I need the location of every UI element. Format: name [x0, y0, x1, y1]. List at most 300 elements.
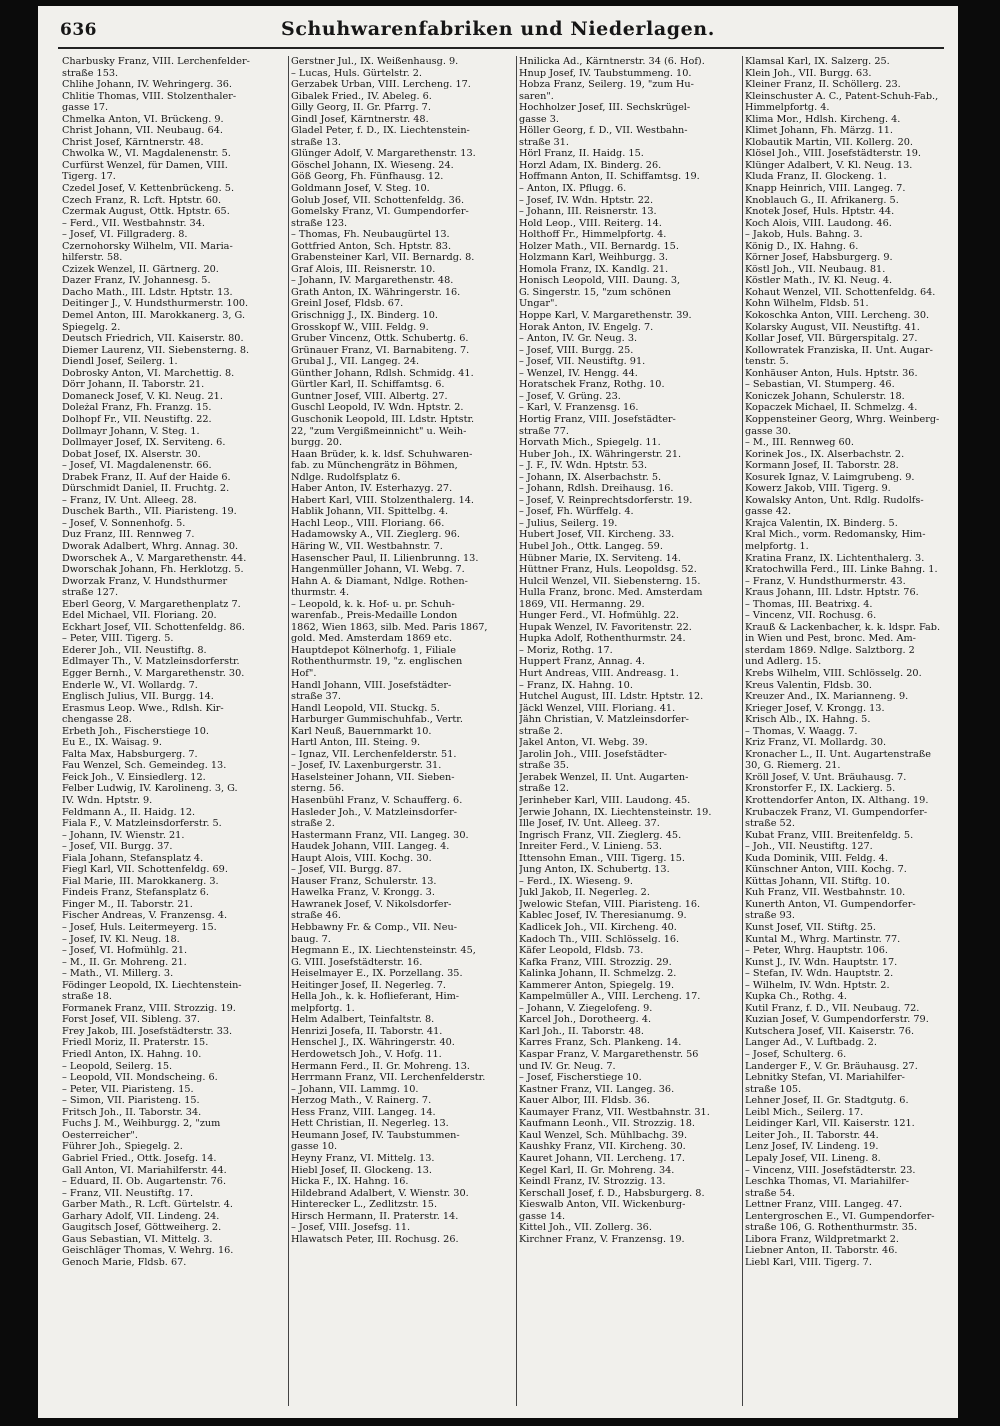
- directory-entry: Hubel Joh., Ottk. Langeg. 59.: [519, 540, 663, 552]
- directory-entry: Ndlge. Rudolfsplatz 6.: [291, 471, 401, 483]
- directory-entry: Henrizi Josefa, II. Taborstr. 41.: [291, 1025, 443, 1037]
- directory-entry: Leidinger Karl, VII. Kaiserstr. 121.: [745, 1118, 915, 1130]
- directory-entry: Dobrosky Anton, VI. Marchettig. 8.: [62, 367, 235, 379]
- directory-entry: Hella Joh., k. k. Hoflieferant, Him-: [291, 991, 460, 1003]
- directory-entry: thurmstr. 4.: [291, 587, 350, 599]
- directory-entry: Kaushky Franz, VII. Kircheng. 30.: [519, 1141, 686, 1153]
- directory-entry: Haber Anton, IV. Esterhazyg. 27.: [291, 483, 453, 495]
- directory-entry: Kaumayer Franz, VII. Westbahnstr. 31.: [519, 1106, 710, 1118]
- directory-entry: Hett Christian, II. Negerleg. 13.: [291, 1118, 449, 1130]
- directory-entry: Gall Anton, VI. Mariahilferstr. 44.: [62, 1164, 227, 1176]
- directory-entry: straße 77.: [519, 425, 569, 437]
- directory-entry: Chlihe Johann, IV. Wehringerg. 36.: [62, 79, 232, 91]
- directory-column-3: [519, 56, 742, 1412]
- directory-entry: Hortig Franz, VIII. Josefstädter-: [519, 413, 676, 425]
- directory-entry: Heyny Franz, VI. Mittelg. 13.: [291, 1152, 435, 1164]
- directory-entry: straße 18.: [62, 991, 112, 1003]
- directory-entry: Curfürst Wenzel, für Damen, VIII.: [62, 159, 228, 171]
- directory-entry: Horak Anton, IV. Engelg. 7.: [519, 321, 654, 333]
- directory-entry: Kröll Josef, V. Unt. Bräuhausg. 7.: [745, 771, 907, 783]
- directory-page: [38, 6, 958, 1418]
- directory-entry: Gaus Sebastian, VI. Mittelg. 3.: [62, 1233, 213, 1245]
- directory-entry: Kluda Franz, II. Glockeng. 1.: [745, 171, 887, 183]
- directory-entry: – Jakob, Huls. Bahng. 3.: [745, 229, 863, 241]
- directory-entry: – Johann, V. Ziegelofeng. 9.: [519, 1002, 653, 1014]
- directory-entry: Kolarsky August, VII. Neustiftg. 41.: [745, 321, 920, 333]
- directory-entry: Hulcil Wenzel, VII. Siebensterng. 15.: [519, 575, 701, 587]
- directory-entry: Geischläger Thomas, V. Wehrg. 16.: [62, 1245, 234, 1257]
- directory-entry: Deitinger J., V. Hundsthurmerstr. 100.: [62, 298, 249, 310]
- directory-entry: Hablik Johann, VII. Spittelbg. 4.: [291, 506, 449, 518]
- directory-entry: warenfab., Preis-Medaille London: [291, 610, 458, 622]
- directory-entry: Hnup Josef, IV. Taubstummeng. 10.: [519, 67, 692, 79]
- directory-entry: Kohaut Wenzel, VII. Schottenfeldg. 64.: [745, 286, 936, 298]
- directory-entry: Erasmus Leop. Wwe., Rdlsh. Kir-: [62, 702, 224, 714]
- directory-entry: Knoblauch G., II. Afrikanerg. 5.: [745, 194, 899, 206]
- directory-entry: Gürtler Karl, II. Schiffamtsg. 6.: [291, 379, 445, 391]
- directory-entry: Hauser Franz, Schulerstr. 13.: [291, 875, 437, 887]
- directory-entry: Klamsal Karl, IX. Salzerg. 25.: [745, 56, 890, 67]
- directory-entry: Kadlicek Joh., VII. Kircheng. 40.: [519, 922, 677, 934]
- directory-entry: Kowalsky Anton, Unt. Rdlg. Rudolfs-: [745, 494, 924, 506]
- directory-entry: – Thomas, Fh. Neubaugürtel 13.: [291, 229, 450, 241]
- directory-entry: Kowerz Jakob, VIII. Tigerg. 9.: [745, 483, 891, 495]
- directory-entry: Holzer Math., VII. Bernardg. 15.: [519, 240, 679, 252]
- directory-entry: Jakel Anton, VI. Webg. 39.: [519, 737, 648, 749]
- directory-entry: Demel Anton, III. Marokkanerg. 3, G.: [62, 310, 246, 322]
- directory-entry: – Franz, V. Hundsthurmerstr. 43.: [745, 575, 906, 587]
- directory-entry: Dworzak Franz, V. Hundsthurmer: [62, 575, 228, 587]
- directory-entry: G. VIII. Josefstädterstr. 16.: [291, 956, 423, 968]
- directory-entry: Kittel Joh., VII. Zollerg. 36.: [519, 1222, 652, 1234]
- directory-entry: Friedl Moriz, II. Praterstr. 15.: [62, 1037, 209, 1049]
- directory-entry: Chmelka Anton, VI. Brückeng. 9.: [62, 113, 224, 125]
- column-divider: [516, 56, 517, 1406]
- directory-entry: Hutchel August, III. Ldstr. Hptstr. 12.: [519, 691, 704, 703]
- page-number: 636: [60, 20, 97, 40]
- directory-entry: 1869, VII. Hermanng. 29.: [519, 598, 645, 610]
- directory-entry: Koch Alois, VIII. Laudong. 46.: [745, 217, 892, 229]
- directory-entry: – Math., VI. Millerg. 3.: [62, 968, 174, 980]
- directory-entry: Garhary Adolf, VII. Lindeng. 24.: [62, 1210, 220, 1222]
- directory-entry: – Josef, VI. Fillgraderg. 8.: [62, 229, 188, 241]
- directory-entry: Dworschek A., V. Margarethenstr. 44.: [62, 552, 247, 564]
- directory-entry: Kuda Dominik, VIII. Feldg. 4.: [745, 852, 889, 864]
- directory-entry: Grubal J., VII. Langeg. 24.: [291, 356, 420, 368]
- directory-entry: – M., III. Rennweg 60.: [745, 437, 854, 449]
- directory-entry: Köstl Joh., VII. Neubaug. 81.: [745, 263, 886, 275]
- directory-entry: Klösel Joh., VIII. Josefstädterstr. 19.: [745, 148, 921, 160]
- directory-entry: Kirchner Franz, V. Franzensg. 19.: [519, 1233, 685, 1245]
- directory-entry: melpfortg. 1.: [745, 540, 809, 552]
- directory-entry: Kalinka Johann, II. Schmelzg. 2.: [519, 968, 677, 980]
- directory-entry: – Karl, V. Franzensg. 16.: [519, 402, 639, 414]
- directory-entry: Eberl Georg, V. Margarethenplatz 7.: [62, 598, 241, 610]
- directory-entry: Leiter Joh., II. Taborstr. 44.: [745, 1129, 879, 1141]
- directory-entry: – Franz, VII. Neustiftg. 17.: [62, 1187, 194, 1199]
- directory-entry: Grünauer Franz, VI. Barnabiteng. 7.: [291, 344, 470, 356]
- directory-entry: Czech Franz, R. Lcft. Hptstr. 60.: [62, 194, 222, 206]
- directory-entry: Kieswalb Anton, VII. Wickenburg-: [519, 1199, 686, 1211]
- directory-entry: straße 105.: [745, 1083, 802, 1095]
- directory-entry: Knapp Heinrich, VIII. Langeg. 7.: [745, 183, 906, 195]
- directory-entry: Dollmayr Johann, V. Steg. 1.: [62, 425, 200, 437]
- directory-entry: Kratochwilla Ferd., III. Linke Bahng. 1.: [745, 564, 938, 576]
- directory-entry: Kadoch Th., VIII. Schlösselg. 16.: [519, 933, 680, 945]
- directory-entry: Koniczek Johann, Schulerstr. 18.: [745, 390, 905, 402]
- directory-entry: Charbusky Franz, VIII. Lerchenfelder-: [62, 56, 250, 67]
- directory-entry: – Moriz, Rothg. 17.: [519, 644, 613, 656]
- directory-entry: Heiselmayer E., IX. Porzellang. 35.: [291, 968, 463, 980]
- column-divider: [288, 56, 289, 1406]
- directory-entry: Gottfried Anton, Sch. Hptstr. 83.: [291, 240, 452, 252]
- directory-entry: Horzl Adam, IX. Binderg. 26.: [519, 159, 662, 171]
- directory-entry: Jerinheber Karl, VIII. Laudong. 45.: [519, 795, 691, 806]
- directory-entry: Gabriel Fried., Ottk. Josefg. 14.: [62, 1152, 217, 1164]
- directory-entry: Fiala Johann, Stefansplatz 4.: [62, 852, 204, 864]
- directory-entry: Dollmayer Josef, IX. Serviteng. 6.: [62, 437, 226, 449]
- directory-entry: burgg. 20.: [291, 437, 343, 449]
- directory-entry: sterdam 1869. Ndlge. Salztborg. 2: [745, 644, 915, 656]
- directory-entry: Konhäuser Anton, Huls. Hptstr. 36.: [745, 367, 918, 379]
- directory-entry: Kubat Franz, VIII. Breitenfeldg. 5.: [745, 829, 914, 841]
- directory-entry: Haupt Alois, VIII. Kochg. 30.: [291, 852, 432, 864]
- directory-entry: Huppert Franz, Annag. 4.: [519, 656, 645, 668]
- directory-entry: Klobautik Martin, VII. Kollerg. 20.: [745, 136, 913, 148]
- directory-entry: – Wenzel, IV. Hengg. 44.: [519, 367, 638, 379]
- directory-entry: Fritsch Joh., II. Taborstr. 34.: [62, 1106, 202, 1118]
- directory-entry: Grabensteiner Karl, VII. Bernardg. 8.: [291, 252, 475, 264]
- directory-entry: Hübner Marie, IX. Serviteng. 14.: [519, 552, 681, 564]
- directory-entry: Lentergroschen E., VI. Gumpendorfer-: [745, 1210, 935, 1222]
- directory-entry: Karl Neuß, Bauernmarkt 10.: [291, 725, 432, 737]
- directory-entry: Klünger Adalbert, V. Kl. Neug. 13.: [745, 159, 913, 171]
- directory-entry: Kuzian Josef, V. Gumpendorferstr. 79.: [745, 1014, 929, 1026]
- directory-entry: Krieger Josef, V. Krongg. 13.: [745, 702, 885, 714]
- directory-entry: Kunerth Anton, VI. Gumpendorfer-: [745, 898, 916, 910]
- directory-entry: Diemer Laurenz, VII. Siebensterng. 8.: [62, 344, 250, 356]
- directory-entry: Lettner Franz, VIII. Langeg. 47.: [745, 1199, 903, 1211]
- directory-entry: gold. Med. Amsterdam 1869 etc.: [291, 633, 453, 645]
- directory-entry: Gomelsky Franz, VI. Gumpendorfer-: [291, 206, 469, 218]
- directory-entry: gasse 3.: [519, 113, 559, 125]
- directory-entry: gasse 30.: [745, 425, 792, 437]
- directory-entry: hilferstr. 58.: [62, 252, 123, 264]
- directory-entry: Köstler Math., IV. Kl. Neug. 4.: [745, 275, 893, 287]
- directory-entry: – Ferd., IX. Wieseng. 9.: [519, 875, 633, 887]
- directory-entry: Hawranek Josef, V. Nikolsdorfer-: [291, 898, 452, 910]
- directory-entry: Kunst J., IV. Wdn. Hauptstr. 17.: [745, 956, 898, 968]
- directory-entry: Jung Anton, IX. Schubertg. 13.: [519, 864, 670, 876]
- directory-entry: Kablec Josef, IV. Theresianumg. 9.: [519, 910, 687, 922]
- directory-entry: und IV. Gr. Neug. 7.: [519, 1060, 616, 1072]
- directory-entry: Kutschera Josef, VII. Kaiserstr. 76.: [745, 1025, 915, 1037]
- directory-entry: Kunst Josef, VII. Stiftg. 25.: [745, 922, 876, 934]
- directory-entry: Jäckl Wenzel, VIII. Floriang. 41.: [519, 702, 676, 714]
- directory-entry: Keindl Franz, IV. Strozzig. 13.: [519, 1176, 666, 1188]
- directory-entry: Christ Johann, VII. Neubaug. 64.: [62, 125, 223, 137]
- directory-entry: Hasenbühl Franz, V. Schaufferg. 6.: [291, 795, 463, 806]
- directory-entry: Herzog Math., V. Rainerg. 7.: [291, 1095, 432, 1107]
- directory-entry: Hold Leop., VIII. Reiterg. 14.: [519, 217, 662, 229]
- directory-entry: Honisch Leopold, VIII. Daung. 3,: [519, 275, 681, 287]
- directory-entry: – Thomas, III. Beatrixg. 4.: [745, 598, 873, 610]
- directory-entry: Hurt Andreas, VIII. Andreasg. 1.: [519, 667, 679, 679]
- directory-entry: – Ferd., VII. Westbahnstr. 34.: [62, 217, 205, 229]
- directory-entry: Fiegl Karl, VII. Schottenfeldg. 69.: [62, 864, 228, 876]
- directory-entry: Hawelka Franz, V. Krongg. 3.: [291, 887, 435, 899]
- directory-entry: Krebs Wilhelm, VIII. Schlösselg. 20.: [745, 667, 922, 679]
- directory-entry: Feldmann A., II. Haidg. 12.: [62, 806, 196, 818]
- directory-entry: – Peter, VIII. Tigerg. 5.: [62, 633, 174, 645]
- directory-entry: Hulla Franz, bronc. Med. Amsterdam: [519, 587, 703, 599]
- directory-entry: Kammerer Anton, Spiegelg. 19.: [519, 979, 675, 991]
- directory-entry: Lenz Josef, IV. Lindeng. 19.: [745, 1141, 879, 1153]
- directory-entry: Höller Georg, f. D., VII. Westbahn-: [519, 125, 688, 137]
- directory-entry: Herdowetsch Joh., V. Hofg. 11.: [291, 1049, 442, 1061]
- directory-entry: – Thomas, V. Waagg. 7.: [745, 725, 858, 737]
- directory-entry: Deutsch Friedrich, VII. Kaiserstr. 80.: [62, 333, 244, 345]
- directory-entry: Kratina Franz, IX. Lichtenthalerg. 3.: [745, 552, 925, 564]
- directory-entry: straße 37.: [291, 691, 341, 703]
- directory-entry: Kafka Franz, VIII. Strozzig. 29.: [519, 956, 672, 968]
- directory-entry: Hupka Adolf, Rothenthurmstr. 24.: [519, 633, 686, 645]
- directory-entry: sterng. 56.: [291, 783, 345, 795]
- directory-entry: Klima Mor., Hdlsh. Kircheng. 4.: [745, 113, 901, 125]
- directory-entry: Leschka Thomas, VI. Mariahilfer-: [745, 1176, 909, 1188]
- directory-entry: – Peter, VII. Piaristeng. 15.: [62, 1083, 194, 1095]
- directory-entry: Eckhart Josef, VII. Schottenfeldg. 86.: [62, 621, 245, 633]
- directory-entry: Jwelowic Stefan, VIII. Piaristeng. 16.: [519, 898, 701, 910]
- directory-entry: Künschner Anton, VIII. Kochg. 7.: [745, 864, 907, 876]
- directory-entry: Diendl Josef, Seilerg. 1.: [62, 356, 178, 368]
- directory-entry: Hess Franz, VIII. Langeg. 14.: [291, 1106, 436, 1118]
- directory-entry: Kriz Franz, VI. Mollardg. 30.: [745, 737, 887, 749]
- directory-entry: Grosskopf W., VIII. Feldg. 9.: [291, 321, 429, 333]
- column-divider: [742, 56, 743, 1406]
- directory-entry: – Vincenz, VIII. Josefstädterstr. 23.: [745, 1164, 916, 1176]
- directory-entry: Feick Joh., V. Einsiedlerg. 12.: [62, 771, 206, 783]
- directory-entry: – Josef, VI. Magdalenenstr. 66.: [62, 460, 212, 472]
- directory-entry: – Leopold, Seilerg. 15.: [62, 1060, 173, 1072]
- directory-entry: Ungar".: [519, 298, 558, 310]
- directory-entry: Jähn Christian, V. Matzleinsdorfer-: [519, 714, 689, 726]
- directory-entry: Kauret Johann, VII. Lercheng. 17.: [519, 1152, 685, 1164]
- directory-entry: Oesterreicher".: [62, 1129, 138, 1141]
- directory-entry: Eu E., IX. Waisag. 9.: [62, 737, 162, 749]
- directory-entry: Gaugitsch Josef, Göttweiherg. 2.: [62, 1222, 222, 1234]
- directory-entry: chengasse 28.: [62, 714, 132, 726]
- directory-entry: Karres Franz, Sch. Plankeng. 14.: [519, 1037, 682, 1049]
- directory-entry: Lepaly Josef, VII. Lineng. 8.: [745, 1152, 881, 1164]
- directory-entry: Handl Johann, VIII. Josefstädter-: [291, 679, 452, 691]
- directory-entry: Holzmann Karl, Weihburgg. 3.: [519, 252, 669, 264]
- directory-entry: Rothenthurmstr. 19, "z. englischen: [291, 656, 463, 668]
- directory-entry: Häring W., VII. Westbahnstr. 7.: [291, 540, 443, 552]
- directory-entry: Hunger Ferd., VI. Hofmühlg. 22.: [519, 610, 679, 622]
- directory-entry: Hochholzer Josef, III. Sechskrügel-: [519, 102, 691, 114]
- directory-entry: – Josef, IV. Laxenburgerstr. 31.: [291, 760, 442, 772]
- directory-entry: Lehner Josef, II. Gr. Stadtgutg. 6.: [745, 1095, 909, 1107]
- directory-entry: Gruber Vincenz, Ottk. Schubertg. 6.: [291, 333, 469, 345]
- directory-entry: straße 123.: [291, 217, 348, 229]
- directory-entry: Kollowratek Franziska, II. Unt. Augar-: [745, 344, 933, 356]
- directory-entry: Kuntal M., Whrg. Martinstr. 77.: [745, 933, 901, 945]
- directory-entry: Krisch Alb., IX. Hahng. 5.: [745, 714, 871, 726]
- directory-entry: – Peter, Whrg. Hauptstr. 106.: [745, 945, 888, 957]
- directory-entry: Czedel Josef, V. Kettenbrückeng. 5.: [62, 183, 235, 195]
- directory-entry: Finger M., II. Taborstr. 21.: [62, 898, 193, 910]
- directory-entry: – Josef, VII. Burgg. 87.: [291, 864, 402, 876]
- directory-entry: – Josef, V. Sonnenhofg. 5.: [62, 517, 186, 529]
- directory-entry: Enderle W., VI. Wollardg. 7.: [62, 679, 198, 691]
- directory-entry: – Josef, VII. Burgg. 37.: [62, 841, 173, 853]
- directory-entry: 22, "zum Vergißmeinnicht" u. Weih-: [291, 425, 467, 437]
- directory-entry: Koppensteiner Georg, Whrg. Weinberg-: [745, 413, 940, 425]
- directory-entry: Drabek Franz, II. Auf der Haide 6.: [62, 471, 231, 483]
- directory-entry: Jerabek Wenzel, II. Unt. Augarten-: [519, 771, 689, 783]
- directory-entry: Göschel Johann, IX. Wieseng. 24.: [291, 159, 454, 171]
- directory-entry: Gladel Peter, f. D., IX. Liechtenstein-: [291, 125, 470, 137]
- directory-entry: – Josef, Huls. Leitermeyerg. 15.: [62, 922, 217, 934]
- directory-entry: – Simon, VII. Piaristeng. 15.: [62, 1095, 200, 1107]
- directory-entry: Hauptdepot Kölnerhofg. 1, Filiale: [291, 644, 456, 656]
- directory-entry: Klimet Johann, Fh. Märzg. 11.: [745, 125, 894, 137]
- directory-entry: Hangenmüller Johann, VI. Webg. 7.: [291, 564, 465, 576]
- directory-entry: Jerwie Johann, IX. Liechtensteinstr. 19.: [519, 806, 712, 818]
- directory-entry: Dworschak Johann, Fh. Herklotzg. 5.: [62, 564, 244, 576]
- directory-entry: saren".: [519, 90, 554, 102]
- directory-entry: Felber Ludwig, IV. Karolineng. 3, G.: [62, 783, 238, 795]
- directory-entry: – Leopold, k. k. Hof- u. pr. Schuh-: [291, 598, 455, 610]
- directory-entry: Fuchs J. M., Weihburgg. 2, "zum: [62, 1118, 221, 1130]
- page-header: [38, 12, 958, 46]
- directory-entry: straße 52.: [745, 818, 795, 830]
- directory-entry: Czermak August, Ottk. Hptstr. 65.: [62, 206, 230, 218]
- directory-entry: – Johann, IX. Alserbachstr. 5.: [519, 471, 662, 483]
- directory-entry: Hahn A. & Diamant, Ndlge. Rothen-: [291, 575, 468, 587]
- directory-entry: – Leopold, VII. Mondscheing. 6.: [62, 1072, 218, 1084]
- directory-entry: – Wilhelm, IV. Wdn. Hptstr. 2.: [745, 979, 890, 991]
- directory-entry: Hastermann Franz, VII. Langeg. 30.: [291, 829, 469, 841]
- directory-entry: Landerger F., V. Gr. Bräuhausg. 27.: [745, 1060, 918, 1072]
- directory-entry: Heumann Josef, IV. Taubstummen-: [291, 1129, 460, 1141]
- directory-entry: Czernohorsky Wilhelm, VII. Maria-: [62, 240, 233, 252]
- directory-entry: – Ignaz, VII. Lerchenfelderstr. 51.: [291, 748, 457, 760]
- directory-entry: Haselsteiner Johann, VII. Sieben-: [291, 771, 455, 783]
- directory-entry: Hörl Franz, II. Haidg. 15.: [519, 148, 644, 160]
- directory-entry: Liebl Karl, VIII. Tigerg. 7.: [745, 1256, 872, 1268]
- directory-entry: Dobat Josef, IX. Alserstr. 30.: [62, 448, 201, 460]
- directory-entry: Kaul Wenzel, Sch. Mühlbachg. 39.: [519, 1129, 688, 1141]
- directory-entry: Hiebl Josef, II. Glockeng. 13.: [291, 1164, 432, 1176]
- directory-entry: straße 106, G. Rothenthurmstr. 35.: [745, 1222, 918, 1234]
- directory-entry: – Stefan, IV. Wdn. Hauptstr. 2.: [745, 968, 894, 980]
- directory-column-1: [62, 56, 285, 1412]
- directory-entry: – Josef, V. Reinprechtsdorferstr. 19.: [519, 494, 693, 506]
- directory-entry: Ederer Joh., VII. Neustiftg. 8.: [62, 644, 207, 656]
- directory-entry: Erbeth Joh., Fischerstiege 10.: [62, 725, 209, 737]
- directory-entry: Küttas Johann, VII. Stiftg. 10.: [745, 875, 890, 887]
- directory-entry: Dazer Franz, IV. Johannesg. 5.: [62, 275, 211, 287]
- directory-entry: Hildebrand Adalbert, V. Wienstr. 30.: [291, 1187, 469, 1199]
- directory-entry: Hoffmann Anton, II. Schiffamtsg. 19.: [519, 171, 700, 183]
- directory-entry: Kuh Franz, VII. Westbahnstr. 10.: [745, 887, 906, 899]
- directory-entry: Kerschall Josef, f. D., Habsburgerg. 8.: [519, 1187, 705, 1199]
- directory-entry: tenstr. 5.: [745, 356, 789, 368]
- directory-entry: Guschonik Leopold, III. Ldstr. Hptstr.: [291, 413, 475, 425]
- directory-entry: Fau Wenzel, Sch. Gemeindeg. 13.: [62, 760, 227, 772]
- directory-entry: Fiala F., V. Matzleinsdorferstr. 5.: [62, 818, 222, 830]
- directory-entry: Krauß & Lackenbacher, k. k. ldspr. Fab.: [745, 621, 941, 633]
- directory-entry: Gerzabek Urban, VIII. Lercheng. 17.: [291, 79, 471, 91]
- directory-entry: Kronstorfer F., IX. Lackierg. 5.: [745, 783, 896, 795]
- directory-entry: gasse 17.: [62, 102, 109, 114]
- directory-entry: und Adlerg. 15.: [745, 656, 822, 668]
- directory-entry: Dörr Johann, II. Taborstr. 21.: [62, 379, 205, 391]
- directory-entry: straße 13.: [291, 136, 341, 148]
- directory-entry: – Josef, VII. Neustiftg. 91.: [519, 356, 646, 368]
- directory-entry: Krubaczek Franz, VI. Gumpendorfer-: [745, 806, 928, 818]
- directory-entry: Kreuzer And., IX. Marianneng. 9.: [745, 691, 909, 703]
- directory-entry: 1862, Wien 1863, silb. Med. Paris 1867,: [291, 621, 488, 633]
- directory-entry: Langer Ad., V. Luftbadg. 2.: [745, 1037, 877, 1049]
- directory-entry: straße 12.: [519, 783, 569, 795]
- directory-entry: Kutil Franz, f. D., VII. Neubaug. 72.: [745, 1002, 920, 1014]
- directory-entry: Dacho Math., III. Ldstr. Hptstr. 13.: [62, 286, 233, 298]
- directory-entry: – Josef, VIII. Josefsg. 11.: [291, 1222, 411, 1234]
- directory-entry: Kral Mich., vorm. Redomansky, Him-: [745, 529, 926, 541]
- directory-entry: Dolhopf Fr., VII. Neustiftg. 22.: [62, 413, 212, 425]
- directory-entry: Lebnitky Stefan, VI. Mariahilfer-: [745, 1072, 905, 1084]
- directory-entry: Horvath Mich., Spiegelg. 11.: [519, 437, 661, 449]
- directory-entry: Krajca Valentin, IX. Binderg. 5.: [745, 517, 898, 529]
- directory-entry: Ittensohn Eman., VIII. Tigerg. 15.: [519, 852, 685, 864]
- directory-entry: Horatschek Franz, Rothg. 10.: [519, 379, 665, 391]
- directory-entry: Handl Leopold, VII. Stuckg. 5.: [291, 702, 440, 714]
- directory-entry: fab. zu Münchengrätz in Böhmen,: [291, 460, 458, 472]
- directory-entry: Kreus Valentin, Fldsb. 30.: [745, 679, 872, 691]
- directory-entry: Chlitie Thomas, VIII. Stolzenthaler-: [62, 90, 237, 102]
- directory-entry: Kormann Josef, II. Taborstr. 28.: [745, 460, 899, 472]
- directory-entry: Christ Josef, Kärntnerstr. 48.: [62, 136, 204, 148]
- directory-entry: Hobza Franz, Seilerg. 19, "zum Hu-: [519, 79, 694, 91]
- directory-entry: melpfortg. 1.: [291, 1002, 355, 1014]
- directory-entry: Garber Math., R. Lcft. Gürtelstr. 4.: [62, 1199, 233, 1211]
- directory-entry: Hartl Anton, III. Steing. 9.: [291, 737, 421, 749]
- directory-entry: Klein Joh., VII. Burgg. 63.: [745, 67, 872, 79]
- directory-entry: Gerstner Jul., IX. Weißenhausg. 9.: [291, 56, 459, 67]
- directory-entry: Hlawatsch Peter, III. Rochusg. 26.: [291, 1233, 459, 1245]
- directory-entry: Hirsch Hermann, II. Praterstr. 14.: [291, 1210, 459, 1222]
- directory-entry: Kollar Josef, VII. Bürgerspitalg. 27.: [745, 333, 918, 345]
- directory-entry: Spiegelg. 2.: [62, 321, 121, 333]
- directory-entry: – Anton, IX. Pflugg. 6.: [519, 183, 627, 195]
- directory-entry: Huber Joh., IX. Währingerstr. 21.: [519, 448, 682, 460]
- directory-entry: – Eduard, II. Ob. Augartenstr. 76.: [62, 1176, 227, 1188]
- directory-entry: – Johann, VII. Lammg. 10.: [291, 1083, 419, 1095]
- directory-entry: Dworak Adalbert, Whrg. Annag. 30.: [62, 540, 239, 552]
- directory-entry: Hnilicka Ad., Kärntnerstr. 34 (6. Hof).: [519, 56, 705, 67]
- directory-entry: straße 54.: [745, 1187, 795, 1199]
- directory-column-2: [291, 56, 514, 1412]
- directory-entry: Hof".: [291, 667, 317, 679]
- directory-entry: – Sebastian, VI. Stumperg. 46.: [745, 379, 895, 391]
- directory-entry: straße 2.: [291, 818, 335, 830]
- directory-entry: Käfer Leopold, Fldsb. 73.: [519, 945, 644, 957]
- directory-entry: – Johann, III. Reisnerstr. 13.: [519, 206, 657, 218]
- directory-entry: Herrmann Franz, VII. Lerchenfelderstr.: [291, 1072, 486, 1084]
